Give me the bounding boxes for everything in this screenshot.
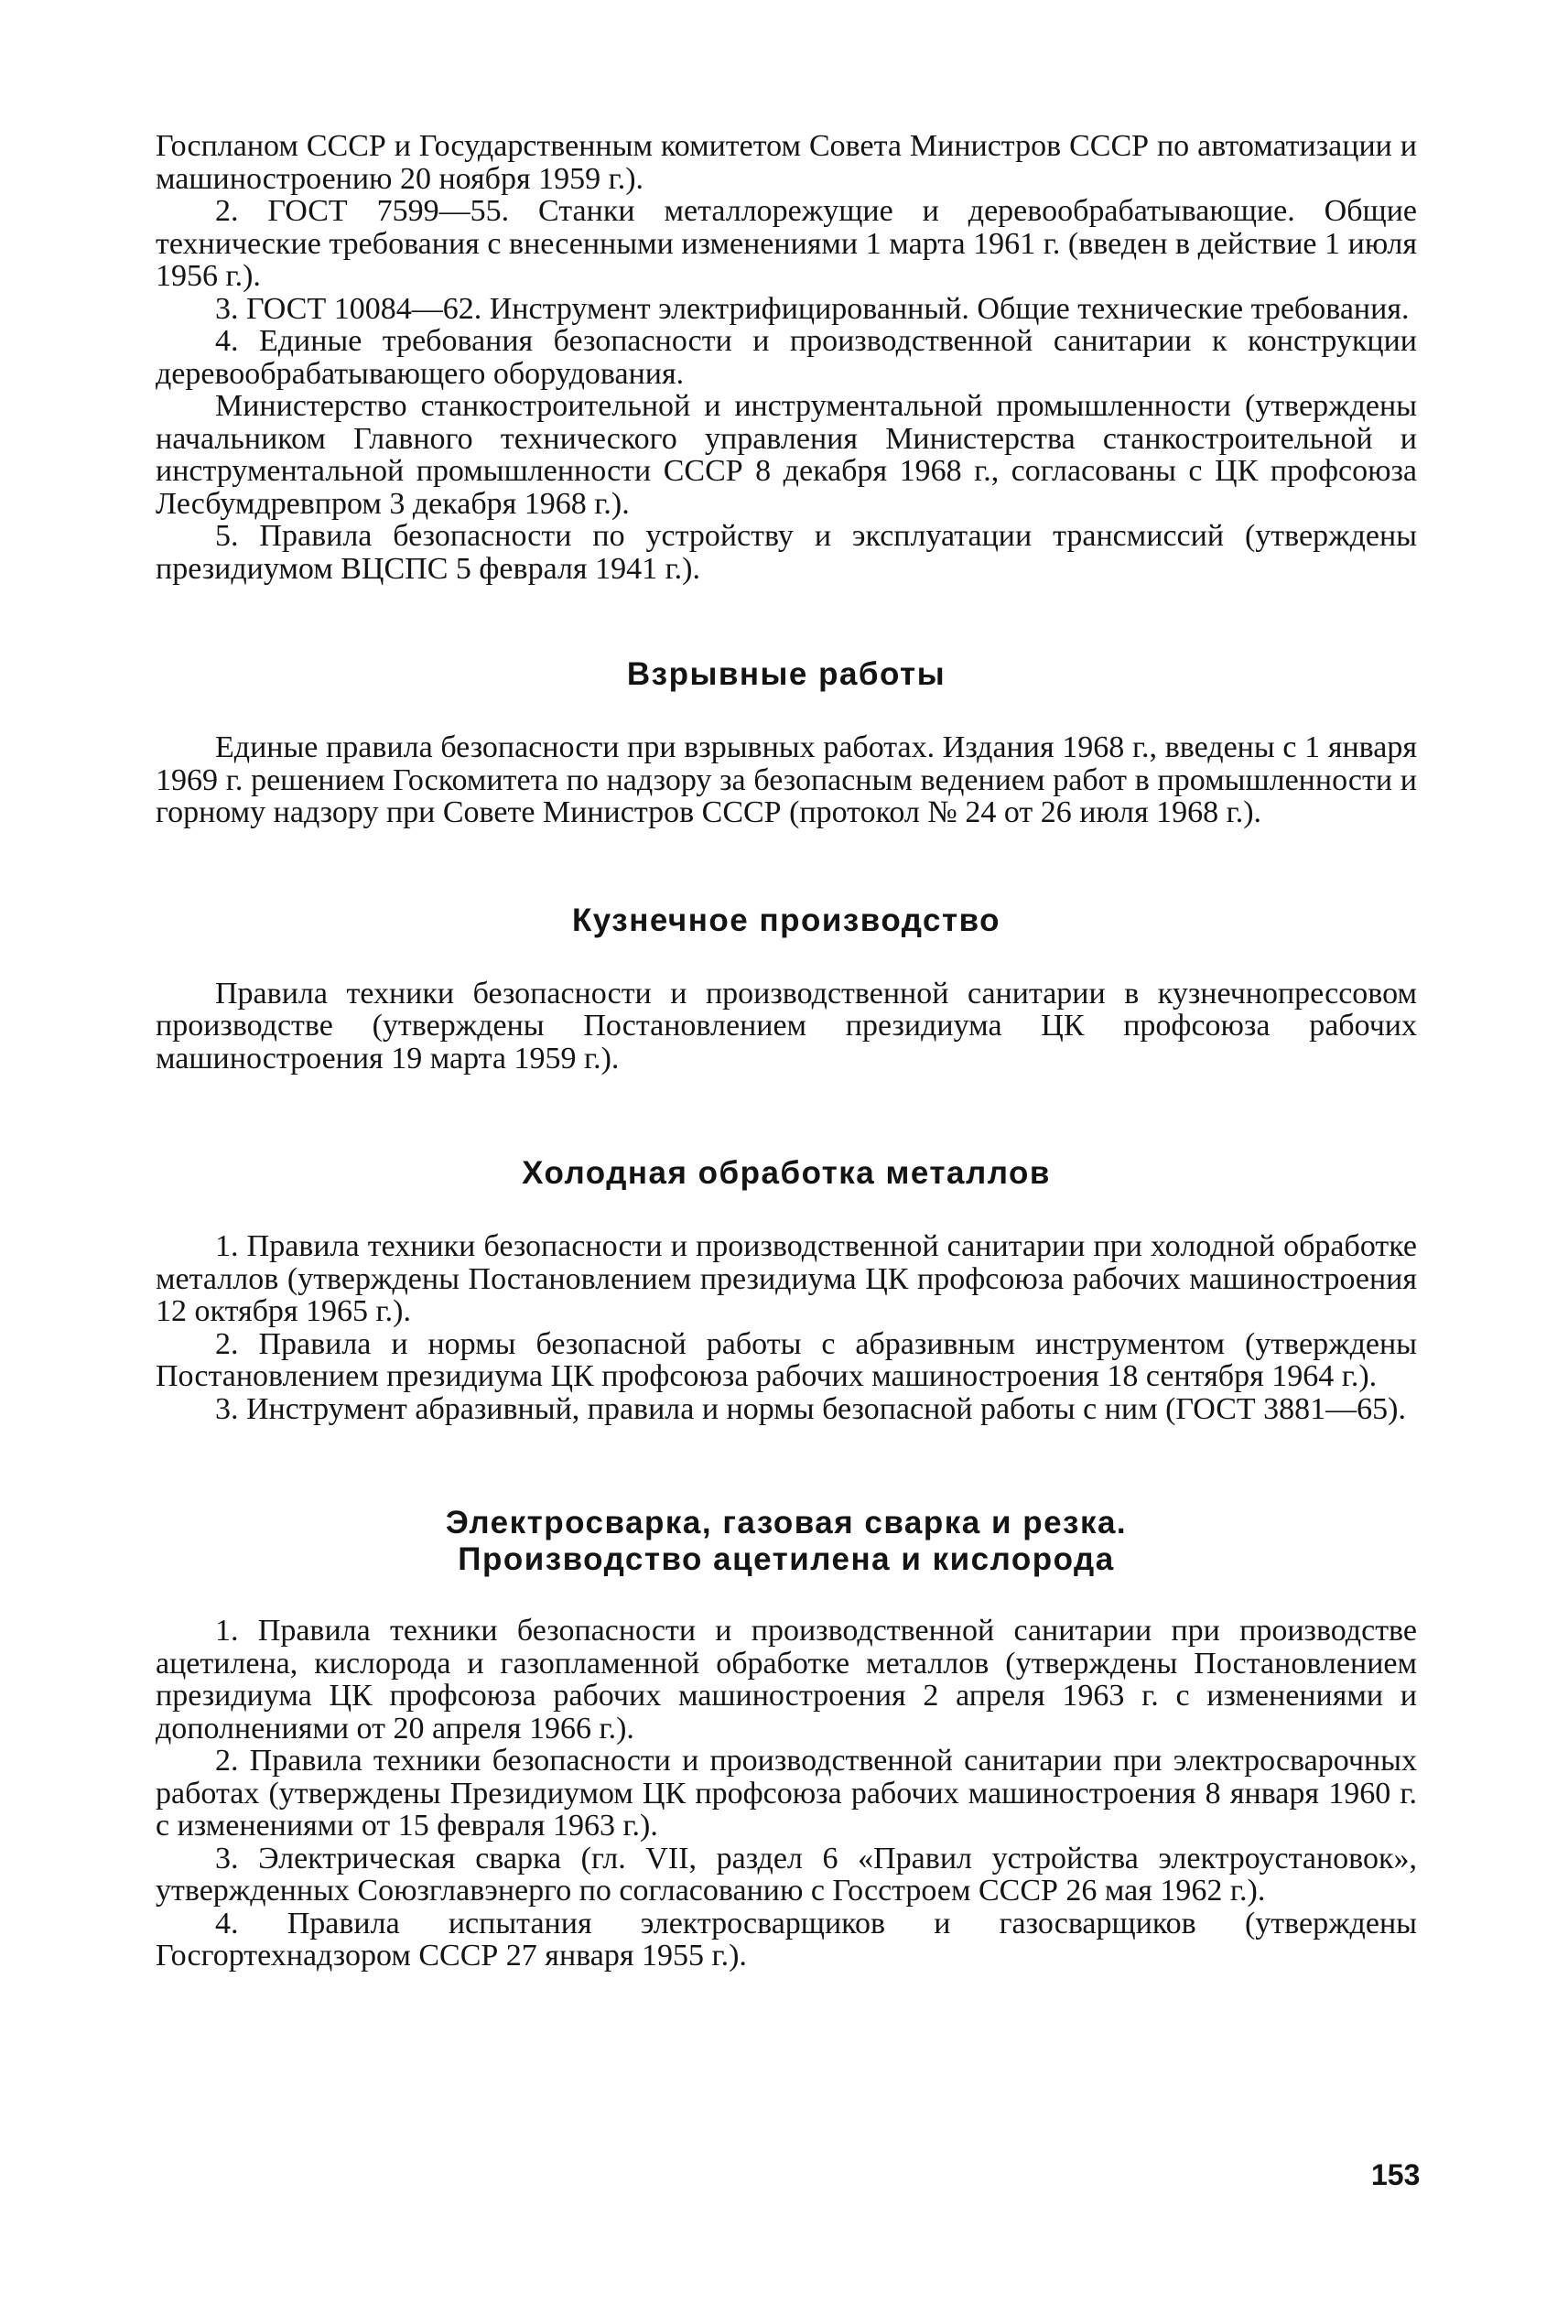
- list-item: 3. Инструмент абразивный, правила и нормы безопасной работы с ним (ГОСТ 3881—65).: [215, 1391, 1406, 1426]
- list-item: 3. Электрическая сварка (гл. VII, раздел 6 «Правил устройства электроустановок», утвержденных Союзглавэнерго по согласованию с Госстроем СССР 26 мая 1962 г.).: [156, 1841, 1417, 1908]
- section-heading-welding-line2: Производство ацетилена и кислорода: [458, 1541, 1115, 1577]
- list-item: Министерство станкостроительной и инструментальной промышленности (утверждены начальником Главного технического управления Министерства станкостроительной и инструментальной промышленности СССР 8 декабря 1968 г., согласованы с ЦК профсоюза Лесбумдревпром 3 декабря 1968 г.).: [156, 389, 1417, 521]
- list-item: 5. Правила безопасности по устройству и эксплуатации трансмиссий (утверждены президиумом ВЦСПС 5 февраля 1941 г.).: [156, 519, 1417, 586]
- section-heading-welding-line1: Электросварка, газовая сварка и резка.: [445, 1505, 1128, 1540]
- list-item: 4. Правила испытания электросварщиков и газосварщиков (утверждены Госгортехнадзором СССР 27 января 1955 г.).: [156, 1906, 1417, 1973]
- section-heading-blasting: Взрывные работы: [626, 656, 946, 692]
- list-item: Правила техники безопасности и производственной санитарии в кузнечнопрессовом производстве (утверждены Постановлением президиума ЦК профсоюза рабочих машиностроения 19 марта 1959 г.).: [156, 976, 1417, 1076]
- list-item: 1. Правила техники безопасности и производственной санитарии при производстве ацетилена, кислорода и газопламенной обработке металлов (утверждены Постановлением президиума ЦК профсоюза рабочих машиностроения 2 апреля 1963 г. с изменениями и дополнениями от 20 апреля 1966 г.).: [156, 1614, 1417, 1746]
- list-item: 4. Единые требования безопасности и производственной санитарии к конструкции деревообрабатывающего оборудования.: [156, 324, 1417, 391]
- page-number: 153: [1371, 2158, 1421, 2191]
- list-item: 2. ГОСТ 7599—55. Станки металлорежущие и деревообрабатывающие. Общие технические требования с внесенными изменениями 1 марта 1961 г. (введен в действие 1 июля 1956 г.).: [156, 194, 1417, 293]
- list-item: 2. Правила и нормы безопасной работы с абразивным инструментом (утверждены Постановлением президиума ЦК профсоюза рабочих машиностроения 18 сентября 1964 г.).: [156, 1326, 1417, 1393]
- section-heading-forging: Кузнечное производство: [571, 902, 1001, 938]
- section-heading-cold-metalworking: Холодная обработка металлов: [522, 1155, 1051, 1191]
- list-item: Единые правила безопасности при взрывных работах. Издания 1968 г., введены с 1 января 1969 г. решением Госкомитета по надзору за безопасным ведением работ в промышленности и горному надзору при Совете Министров СССР (протокол № 24 от 26 июля 1968 г.).: [156, 730, 1417, 829]
- list-item: 3. ГОСТ 10084—62. Инструмент электрифицированный. Общие технические требования.: [215, 291, 1410, 326]
- section-heading-welding: [156, 1505, 1417, 1578]
- intro-continuation: Госпланом СССР и Государственным комитетом Совета Министров СССР по автоматизации и машиностроению 20 ноября 1959 г.).: [156, 129, 1417, 196]
- list-item: 2. Правила техники безопасности и производственной санитарии при электросварочных работах (утверждены Президиумом ЦК профсоюза рабочих машиностроения 8 января 1960 г. с изменениями от 15 февраля 1963 г.).: [156, 1744, 1417, 1843]
- document-page: [156, 130, 1417, 1973]
- list-item: 1. Правила техники безопасности и производственной санитарии при холодной обработке металлов (утверждены Постановлением президиума ЦК профсоюза рабочих машиностроения 12 октября 1965 г.).: [156, 1229, 1417, 1328]
